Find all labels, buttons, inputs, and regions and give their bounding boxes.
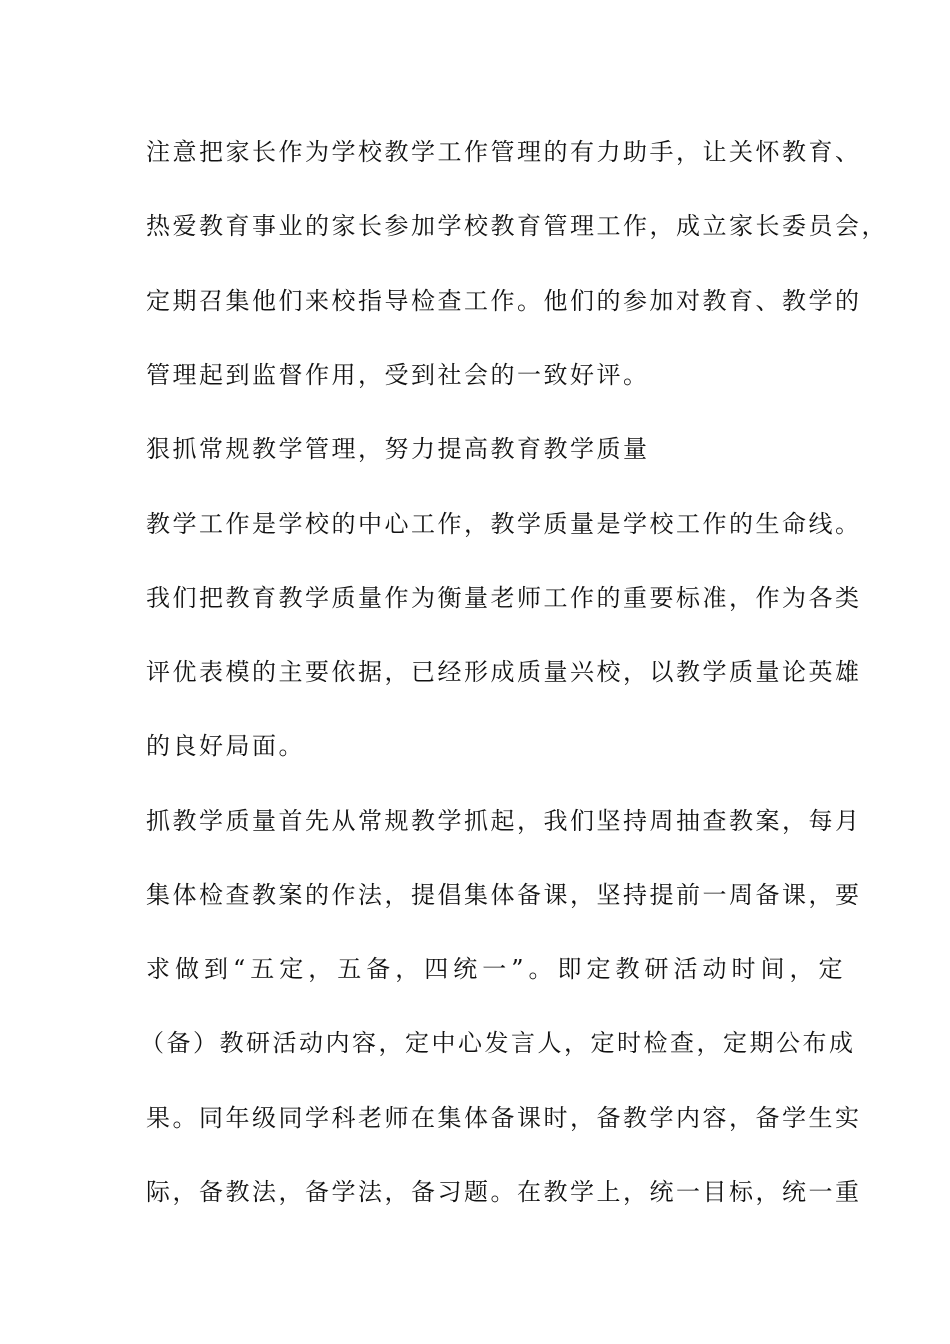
text-line-10: 抓教学质量首先从常规教学抓起，我们坚持周抽查教案，每月 xyxy=(146,807,862,835)
text-line-6: 教学工作是学校的中心工作，教学质量是学校工作的生命线。 xyxy=(146,510,862,538)
text-line-8: 评优表模的主要依据，已经形成质量兴校，以教学质量论英雄 xyxy=(146,658,862,686)
text-line-2: 热爱教育事业的家长参加学校教育管理工作，成立家长委员会， xyxy=(146,212,888,240)
text-line-15: 际，备教法，备学法，备习题。在教学上，统一目标，统一重 xyxy=(146,1178,862,1206)
text-line-11: 集体检查教案的作法，提倡集体备课，坚持提前一周备课，要 xyxy=(146,881,862,909)
text-line-9: 的良好局面。 xyxy=(146,732,305,760)
text-line-14: 果。同年级同学科老师在集体备课时，备教学内容，备学生实 xyxy=(146,1104,862,1132)
section-heading: 狠抓常规教学管理，努力提高教育教学质量 xyxy=(146,435,650,463)
text-line-12: 求做到“五定，五备，四统一”。即定教研活动时间，定 xyxy=(146,955,848,983)
text-line-1: 注意把家长作为学校教学工作管理的有力助手，让关怀教育、 xyxy=(146,138,862,166)
text-line-4: 管理起到监督作用，受到社会的一致好评。 xyxy=(146,361,650,389)
text-line-3: 定期召集他们来校指导检查工作。他们的参加对教育、教学的 xyxy=(146,287,862,315)
text-line-13: （备）教研活动内容，定中心发言人，定时检查，定期公布成 xyxy=(140,1029,856,1057)
text-line-7: 我们把教育教学质量作为衡量老师工作的重要标准，作为各类 xyxy=(146,584,862,612)
